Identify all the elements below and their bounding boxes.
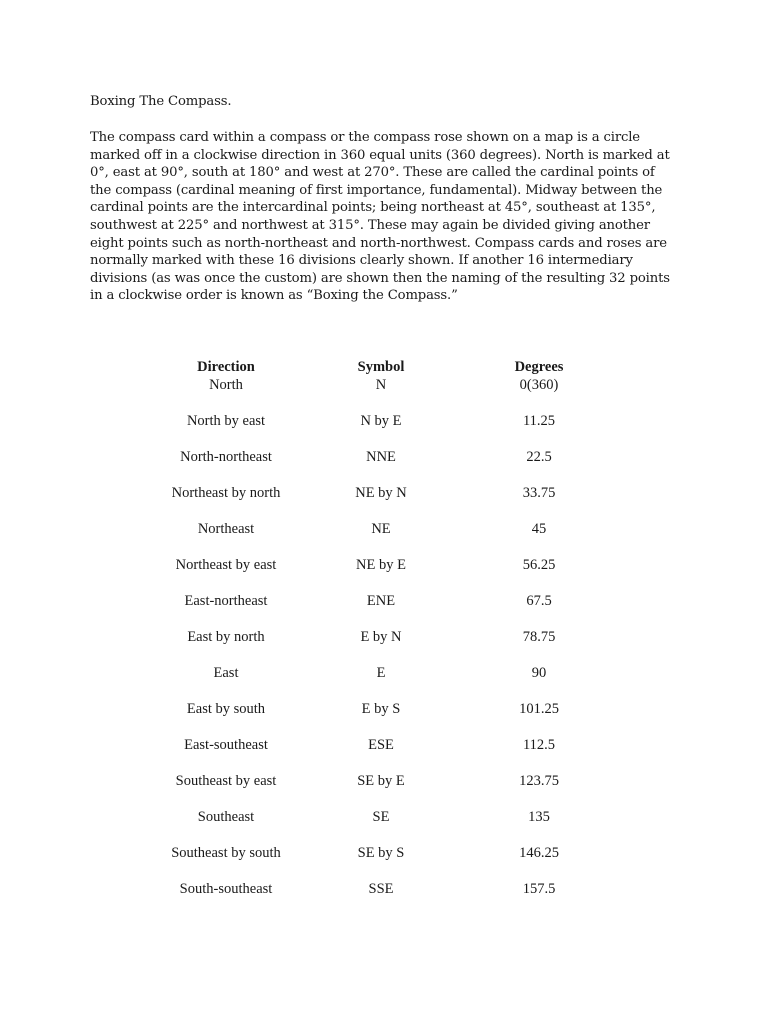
header-direction: Direction (197, 359, 255, 375)
cell-direction: Southeast by south (171, 845, 281, 861)
cell-degrees: 0(360) (519, 377, 559, 393)
cell-symbol: E by S (361, 701, 401, 717)
cell-symbol: NNE (366, 449, 396, 465)
cell-symbol: NE by E (356, 557, 406, 573)
intro-line: cardinal points are the intercardinal points; being northeast at 45°, southeast at 135°, (90, 200, 656, 216)
cell-direction: Northeast (197, 521, 255, 537)
cell-degrees: 157.5 (522, 881, 556, 897)
cell-degrees: 135 (528, 809, 550, 825)
cell-degrees: 67.5 (526, 593, 552, 609)
cell-direction: East (213, 665, 239, 681)
cell-direction: East-southeast (184, 737, 268, 753)
intro-line: southwest at 225° and northwest at 315°. These may again be divided giving another (90, 217, 650, 233)
cell-direction: East by north (187, 629, 265, 645)
cell-symbol: SSE (368, 881, 394, 897)
table-header-row (0, 358, 768, 376)
table-row (0, 664, 768, 682)
cell-direction: North-northeast (180, 449, 272, 465)
table-row (0, 700, 768, 718)
cell-degrees: 56.25 (522, 557, 556, 573)
cell-degrees: 45 (531, 521, 547, 537)
table-row (0, 484, 768, 502)
cell-degrees: 146.25 (519, 845, 559, 861)
cell-degrees: 22.5 (526, 449, 552, 465)
table-row (0, 880, 768, 898)
table-row (0, 448, 768, 466)
cell-symbol: NE (371, 521, 391, 537)
cell-degrees: 112.5 (522, 737, 556, 753)
cell-direction: East by south (186, 701, 266, 717)
cell-direction: North (209, 377, 243, 393)
document-title: Boxing The Compass. (90, 94, 232, 109)
header-symbol: Symbol (357, 359, 405, 375)
intro-line: 0°, east at 90°, south at 180° and west at 270°. These are called the cardinal points of (90, 165, 655, 181)
cell-degrees: 33.75 (522, 485, 556, 501)
cell-direction: South-southeast (179, 881, 273, 897)
cell-symbol: SE by S (357, 845, 405, 861)
cell-symbol: SE (372, 809, 390, 825)
cell-degrees: 101.25 (519, 701, 559, 717)
cell-degrees: 78.75 (522, 629, 556, 645)
table-row (0, 736, 768, 754)
cell-direction: Southeast by east (175, 773, 277, 789)
table-row (0, 844, 768, 862)
table-row (0, 592, 768, 610)
cell-symbol: SE by E (357, 773, 405, 789)
table-row (0, 556, 768, 574)
table-row (0, 412, 768, 430)
table-row (0, 772, 768, 790)
cell-direction: Northeast by east (175, 557, 277, 573)
header-degrees: Degrees (514, 359, 564, 375)
table-row (0, 520, 768, 538)
cell-degrees: 123.75 (519, 773, 559, 789)
intro-line: marked off in a clockwise direction in 360 equal units (360 degrees). North is marked at (90, 147, 670, 163)
cell-symbol: NE by N (355, 485, 407, 501)
intro-line: the compass (cardinal meaning of first importance, fundamental). Midway between the (90, 182, 663, 198)
cell-symbol: ESE (368, 737, 394, 753)
cell-direction: Southeast (197, 809, 255, 825)
cell-degrees: 11.25 (522, 413, 556, 429)
cell-symbol: E (376, 665, 386, 681)
cell-direction: Northeast by north (171, 485, 281, 501)
intro-line: normally marked with these 16 divisions clearly shown. If another 16 intermediary (90, 253, 633, 269)
cell-symbol: N by E (360, 413, 402, 429)
table-row (0, 376, 768, 394)
table-row (0, 628, 768, 646)
intro-line: divisions (as was once the custom) are shown then the naming of the resulting 32 points (90, 270, 670, 286)
cell-direction: North by east (186, 413, 266, 429)
intro-paragraph (90, 129, 690, 305)
cell-symbol: ENE (366, 593, 396, 609)
cell-symbol: E by N (360, 629, 402, 645)
intro-line: in a clockwise order is known as “Boxing the Compass.” (90, 288, 458, 304)
table-row (0, 808, 768, 826)
cell-direction: East-northeast (184, 593, 268, 609)
intro-line: The compass card within a compass or the compass rose shown on a map is a circle (90, 130, 640, 145)
cell-symbol: N (375, 377, 387, 393)
intro-line: eight points such as north-northeast and north-northwest. Compass cards and roses are (90, 235, 667, 251)
cell-degrees: 90 (531, 665, 547, 681)
